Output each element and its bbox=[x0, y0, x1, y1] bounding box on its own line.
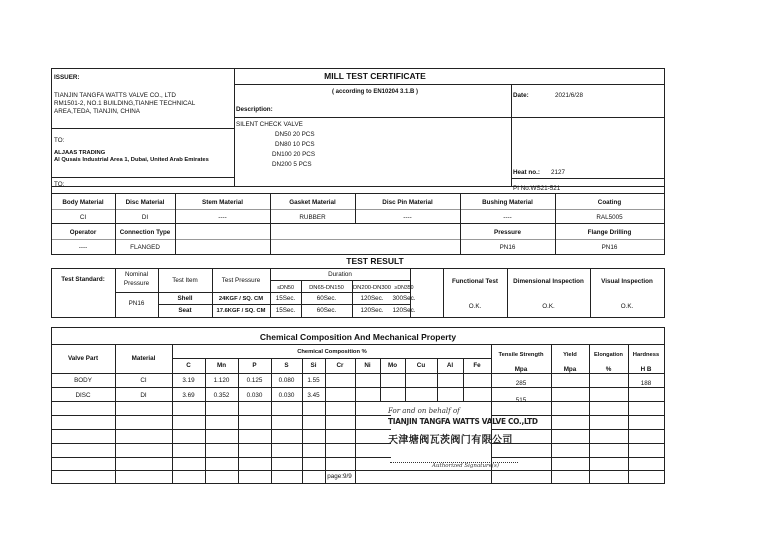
element-c: C bbox=[186, 362, 191, 369]
operator-value: ---- bbox=[78, 244, 88, 251]
valve-part-header: Valve Part bbox=[67, 355, 99, 362]
element-si: Si bbox=[310, 362, 317, 369]
element-s: S bbox=[284, 362, 289, 369]
on-behalf-text: For and on behalf of bbox=[388, 407, 460, 415]
date-label: Date: bbox=[513, 92, 529, 99]
stem-material-header: Stem Material bbox=[202, 199, 243, 206]
issuer-line-2: RM1501-2, NO.1 BUILDING,TIANHE TECHNICAL bbox=[54, 100, 196, 107]
elongation-unit: % bbox=[605, 366, 612, 373]
bushing-material-header: Bushing Material bbox=[482, 199, 533, 206]
element-ni: Ni bbox=[364, 362, 371, 369]
body-si: 1.55 bbox=[307, 377, 320, 384]
heat-label: Heat no.: bbox=[513, 169, 540, 176]
gasket-material-value: RUBBER bbox=[299, 214, 326, 221]
pressure-value: PN16 bbox=[499, 244, 516, 251]
seat-item: Seat bbox=[178, 307, 192, 314]
to-address: Al Qusais Industrial Area 1, Dubai, United Arab Emirates bbox=[54, 157, 209, 163]
seat-duration-1: 15Sec. bbox=[275, 307, 296, 314]
description-dn200: DN200 5 PCS bbox=[272, 161, 312, 168]
body-material-value: CI bbox=[79, 214, 87, 221]
yield-header: Yield bbox=[563, 352, 577, 358]
disc-material-header: Disc Material bbox=[125, 199, 165, 206]
functional-test-value: O.K. bbox=[468, 303, 482, 310]
page-number: page:9/9 bbox=[327, 473, 352, 480]
connection-type-header: Connection Type bbox=[119, 229, 171, 236]
description-dn80: DN80 10 PCS bbox=[275, 141, 315, 148]
element-cr: Cr bbox=[336, 362, 344, 369]
seat-duration-3: 120Sec. bbox=[360, 307, 384, 314]
flange-drilling-header: Flange Drilling bbox=[587, 229, 632, 236]
company-name-en: TIANJIN TANGFA WATTS VALVE CO.,LTD bbox=[388, 417, 538, 426]
coating-header: Coating bbox=[597, 199, 622, 206]
description-dn50: DN50 20 PCS bbox=[275, 131, 315, 138]
test-result-title: TEST RESULT bbox=[346, 256, 404, 266]
disc-material: DI bbox=[140, 392, 147, 399]
operator-header: Operator bbox=[69, 229, 97, 236]
chemical-title: Chemical Composition And Mechanical Property bbox=[259, 332, 457, 342]
body-c: 3.19 bbox=[182, 377, 195, 384]
disc-mn: 0.352 bbox=[213, 392, 230, 399]
element-mn: Mn bbox=[216, 362, 227, 369]
test-pressure-label: Test Pressure bbox=[221, 277, 261, 284]
to-company: ALJAAS TRADING bbox=[54, 150, 106, 156]
heat-value: 2127 bbox=[551, 169, 566, 176]
seat-duration-2: 60Sec. bbox=[316, 307, 337, 314]
elongation-header: Elongation bbox=[594, 352, 623, 358]
tensile-header: Tensile Strength bbox=[498, 352, 544, 358]
tensile-unit: Mpa bbox=[514, 366, 528, 373]
date-value: 2021/6/28 bbox=[555, 92, 584, 99]
disc-s: 0.030 bbox=[278, 392, 295, 399]
shell-duration-1: 15Sec. bbox=[275, 295, 296, 302]
shell-item: Shell bbox=[177, 295, 193, 302]
issuer-line-3: AREA,TEDA, TIANJIN, CHINA bbox=[54, 108, 140, 115]
yield-unit: Mpa bbox=[563, 366, 577, 373]
element-p: P bbox=[252, 362, 257, 369]
functional-test-label: Functional Test bbox=[451, 278, 499, 285]
shell-duration-4: 300Sec. bbox=[392, 295, 416, 302]
element-cu: Cu bbox=[416, 362, 426, 369]
visual-inspection-value: O.K. bbox=[620, 303, 634, 310]
issuer-label: ISSUER: bbox=[54, 74, 80, 81]
shell-duration-2: 60Sec. bbox=[316, 295, 337, 302]
body-material: CI bbox=[140, 377, 147, 384]
description-dn100: DN100 20 PCS bbox=[272, 151, 316, 158]
body-material-header: Body Material bbox=[62, 199, 104, 206]
duration-col-1: ≤DN50 bbox=[276, 285, 295, 291]
duration-col-2: DN65-DN150 bbox=[309, 285, 344, 291]
shell-pressure: 24KGF / SQ. CM bbox=[218, 296, 264, 302]
certificate-subtitle: ( according to EN10204 3.1.B ) bbox=[331, 89, 419, 95]
coating-value: RAL5005 bbox=[596, 214, 623, 221]
duration-col-3: DN200-DN300 bbox=[352, 285, 392, 291]
disc-si: 3.45 bbox=[307, 392, 320, 399]
seat-duration-4: 120Sec. bbox=[392, 307, 416, 314]
element-fe: Fe bbox=[473, 362, 481, 369]
issuer-line-1: TIANJIN TANGFA WATTS VALVE CO., LTD bbox=[54, 92, 176, 99]
element-al: Al bbox=[446, 362, 454, 369]
nominal-pressure-label-1: Nominal bbox=[124, 271, 149, 278]
disc-pin-material-value: ---- bbox=[403, 214, 412, 221]
disc-tensile: 515 bbox=[515, 397, 527, 404]
seat-pressure: 17.6KGF / SQ. CM bbox=[216, 308, 266, 314]
body-mn: 1.120 bbox=[213, 377, 230, 384]
disc-material-value: DI bbox=[141, 214, 149, 221]
certificate-title: MILL TEST CERTIFICATE bbox=[324, 71, 426, 81]
disc-part: DISC bbox=[75, 392, 91, 399]
connection-type-value: FLANGED bbox=[130, 244, 160, 251]
composition-header: Chemical Composition % bbox=[297, 349, 367, 355]
body-hardness: 188 bbox=[640, 380, 652, 387]
pressure-header: Pressure bbox=[494, 229, 521, 236]
body-tensile: 285 bbox=[515, 380, 527, 387]
pi-number: PI No.WS21-521 bbox=[513, 185, 561, 192]
company-name-cn: 天津塘阀瓦茨阀门有限公司 bbox=[388, 435, 513, 446]
body-s: 0.080 bbox=[278, 377, 295, 384]
disc-c: 3.69 bbox=[182, 392, 195, 399]
dimensional-inspection-label: Dimensional Inspection bbox=[513, 278, 584, 285]
stem-material-value: ---- bbox=[218, 214, 227, 221]
test-standard-label: Test Standard: bbox=[61, 276, 105, 283]
material-header: Material bbox=[131, 355, 156, 362]
bushing-material-value: ---- bbox=[503, 214, 512, 221]
duration-label: Duration bbox=[328, 271, 352, 278]
body-part: BODY bbox=[74, 377, 92, 384]
disc-pin-material-header: Disc Pin Material bbox=[382, 199, 433, 206]
dimensional-inspection-value: O.K. bbox=[542, 303, 555, 310]
to-label-2: TO: bbox=[54, 181, 65, 188]
description-label: Description: bbox=[236, 106, 273, 113]
shell-duration-3: 120Sec. bbox=[360, 295, 384, 302]
to-label: TO: bbox=[54, 137, 65, 144]
description-product: SILENT CHECK VALVE bbox=[236, 121, 303, 128]
nominal-pressure-label-2: Pressure bbox=[123, 280, 150, 287]
authorized-signature-label: Authorized Signature(s) bbox=[432, 463, 500, 469]
hardness-header: Hardness bbox=[632, 352, 660, 358]
disc-p: 0.030 bbox=[246, 392, 263, 399]
nominal-pressure-value: PN16 bbox=[128, 300, 145, 307]
duration-col-4: ≥DN350 bbox=[394, 285, 414, 291]
visual-inspection-label: Visual Inspection bbox=[601, 278, 653, 285]
body-p: 0.125 bbox=[246, 377, 263, 384]
flange-drilling-value: PN16 bbox=[601, 244, 618, 251]
gasket-material-header: Gasket Material bbox=[289, 199, 336, 206]
hardness-unit: H B bbox=[640, 366, 652, 373]
test-item-label: Test Item bbox=[172, 277, 198, 284]
element-mo: Mo bbox=[387, 362, 398, 369]
